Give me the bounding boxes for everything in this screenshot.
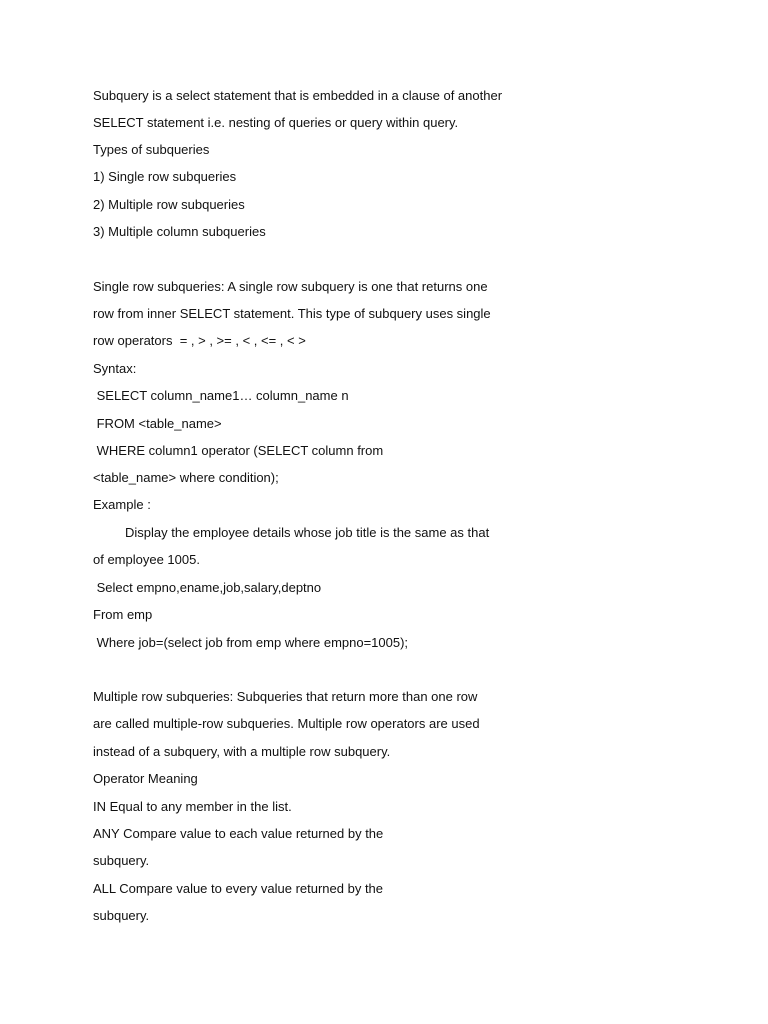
text-line: ANY Compare value to each value returned by the [93, 826, 384, 841]
text-line: ALL Compare value to every value returned by the [93, 881, 384, 896]
text-line: 2) Multiple row subqueries [93, 197, 245, 212]
text-line: row from inner SELECT statement. This type of subquery uses single [93, 306, 491, 321]
text-line: 3) Multiple column subqueries [93, 224, 266, 239]
text-line: SELECT statement i.e. nesting of queries or query within query. [93, 115, 459, 130]
text-line: Types of subqueries [93, 142, 210, 157]
code-line: SELECT column_name1… column_name n [93, 388, 349, 403]
text-line: subquery. [93, 908, 150, 923]
text-line: 1) Single row subqueries [93, 169, 237, 184]
code-line: From emp [93, 607, 153, 622]
text-line: IN Equal to any member in the list. [93, 799, 292, 814]
text-line: are called multiple-row subqueries. Multiple row operators are used [93, 716, 480, 731]
code-line: Select empno,ename,job,salary,deptno [93, 580, 322, 595]
text-line: Single row subqueries: A single row subquery is one that returns one [93, 279, 488, 294]
text-line: of employee 1005. [93, 552, 200, 567]
text-line: Display the employee details whose job title is the same as that [125, 525, 490, 540]
text-line: Subquery is a select statement that is embedded in a clause of another [93, 88, 503, 103]
text-line: instead of a subquery, with a multiple row subquery. [93, 744, 391, 759]
code-line: WHERE column1 operator (SELECT column from [93, 443, 384, 458]
text-line: Multiple row subqueries: Subqueries that return more than one row [93, 689, 478, 704]
text-line: Example : [93, 497, 151, 512]
code-line: <table_name> where condition); [93, 470, 279, 485]
code-line: FROM <table_name> [93, 416, 222, 431]
text-line: row operators = , > , >= , < , <= , < > [93, 333, 306, 348]
text-line: subquery. [93, 853, 150, 868]
text-line: Operator Meaning [93, 771, 198, 786]
text-line: Syntax: [93, 361, 137, 376]
code-line: Where job=(select job from emp where empno=1005); [93, 635, 409, 650]
